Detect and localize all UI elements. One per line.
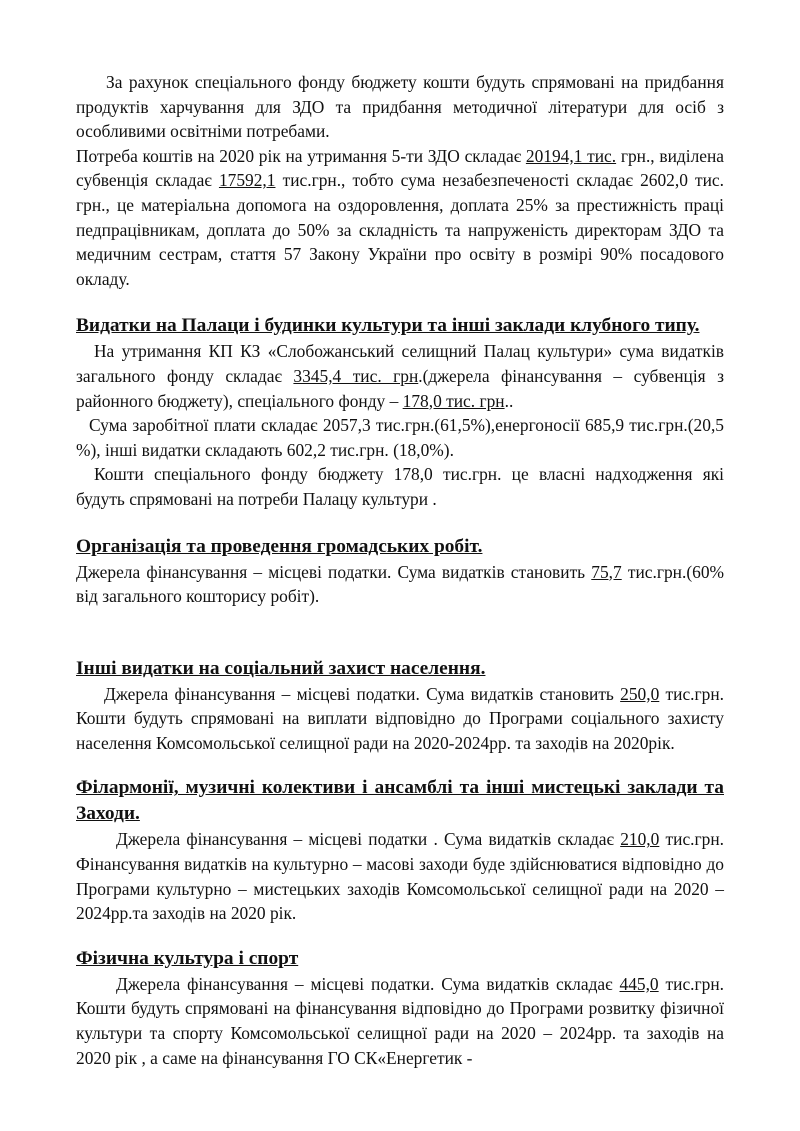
heading-tail: . bbox=[135, 803, 140, 825]
document-page bbox=[76, 70, 724, 1070]
text-run: Потреба коштів на 2020 рік на утримання 5-ти ЗДО складає bbox=[76, 145, 526, 166]
social-paragraph bbox=[76, 682, 724, 756]
amount-underlined: 445,0 bbox=[619, 973, 659, 994]
text-run: тис.грн.(60% від загального кошторису робіт). bbox=[76, 561, 724, 607]
heading-tail: . bbox=[694, 315, 700, 337]
culture-paragraph-1 bbox=[76, 339, 724, 413]
spacer bbox=[76, 291, 724, 313]
amount-underlined: 17592,1 bbox=[218, 170, 276, 191]
heading-text: Видатки на Палаци і будинки культури та інші заклади клубного типу bbox=[76, 315, 695, 337]
intro-paragraph-2 bbox=[76, 144, 724, 292]
text-run: тис.грн. Фінансування видатків на культурно – масові заходи буде здійснюватися відповідно до Програми культурно – мистецьких заходів Комсомольської селищної ради на 2020 – 2024рр.та заходів на 2020 рік. bbox=[76, 829, 724, 924]
section-heading-philharmonic bbox=[76, 775, 724, 827]
text-run: На утримання КП КЗ «Слобожанський селищний Палац культури» сума видатків загального фонду складає bbox=[76, 341, 724, 386]
public-works-paragraph bbox=[76, 560, 724, 609]
sport-paragraph bbox=[76, 972, 724, 1070]
philharmonic-paragraph bbox=[76, 827, 724, 925]
spacer bbox=[76, 755, 724, 775]
amount-underlined: 3345,4 тис. грн bbox=[293, 365, 419, 386]
text-run: .. bbox=[504, 390, 514, 411]
spacer bbox=[76, 512, 724, 534]
amount-underlined: 178,0 тис. грн bbox=[402, 390, 505, 411]
text-run: тис.грн. Кошти будуть спрямовані на фінансування відповідно до Програми розвитку фізичної культури та спорту Комсомольської селищної ради на 2020 – 2024рр. та заходів на 2020 рік , а саме на фінансування ГО СК«Енергетик - bbox=[76, 973, 724, 1068]
culture-paragraph-3: Кошти спеціального фонду бюджету 178,0 тис.грн. це власні надходження які будуть спрямовані на потреби Палацу культури . bbox=[76, 464, 724, 509]
spacer bbox=[76, 926, 724, 946]
spacer bbox=[76, 609, 724, 656]
text-run: тис.грн., тобто сума незабезпеченості складає 2602,0 тис. грн., це матеріальна допомога на оздоровлення, доплата 25% за престижність праці педпрацівникам, доплата до 50% за складність та напруженість директорам ЗДО та медичним сестрам, стаття 57 Закону України про освіту в розмірі 90% посадового окладу. bbox=[76, 170, 724, 289]
amount-underlined: 75,7 bbox=[591, 561, 622, 582]
text-run: грн., виділена субвенція складає bbox=[76, 145, 724, 191]
amount-underlined: 250,0 bbox=[620, 683, 660, 704]
text-run: .(джерела фінансування – субвенція з районного бюджету), спеціального фонду – bbox=[76, 365, 724, 411]
text-run: Джерела фінансування – місцеві податки. Сума видатків становить bbox=[104, 683, 621, 704]
section-heading-sport: Фізична культура і спорт bbox=[76, 947, 299, 969]
text-run: Джерела фінансування – місцеві податки . Сума видатків складає bbox=[116, 829, 621, 850]
heading-text: Філармонії, музичні колективи і ансамблі та інші мистецькі заклади та Заходи bbox=[76, 777, 724, 825]
section-heading-public-works: Організація та проведення громадських робіт. bbox=[76, 535, 483, 557]
amount-underlined: 210,0 bbox=[620, 829, 660, 850]
text-run: тис.грн. Кошти будуть спрямовані на виплати відповідно до Програми соціального захисту населення Комсомольської селищної ради на 2020-2024рр. та заходів на 2020рік. bbox=[76, 683, 725, 753]
section-heading-social: Інші видатки на соціальний захист населення. bbox=[76, 657, 486, 679]
culture-paragraph-2: Сума заробітної плати складає 2057,3 тис.грн.(61,5%),енергоносії 685,9 тис.грн.(20,5 %), інші видатки складають 602,2 тис.грн. (18,0%). bbox=[76, 415, 724, 460]
section-heading-culture bbox=[76, 313, 724, 339]
intro-paragraph-1: За рахунок спеціального фонду бюджету кошти будуть спрямовані на придбання продуктів харчування для ЗДО та придбання методичної літератури для осіб з особливими освітніми потребами. bbox=[76, 72, 724, 142]
text-run: Джерела фінансування – місцеві податки. Сума видатків становить bbox=[76, 561, 592, 582]
amount-underlined: 20194,1 тис. bbox=[525, 145, 617, 166]
text-run: Джерела фінансування – місцеві податки. Сума видатків складає bbox=[116, 973, 620, 994]
